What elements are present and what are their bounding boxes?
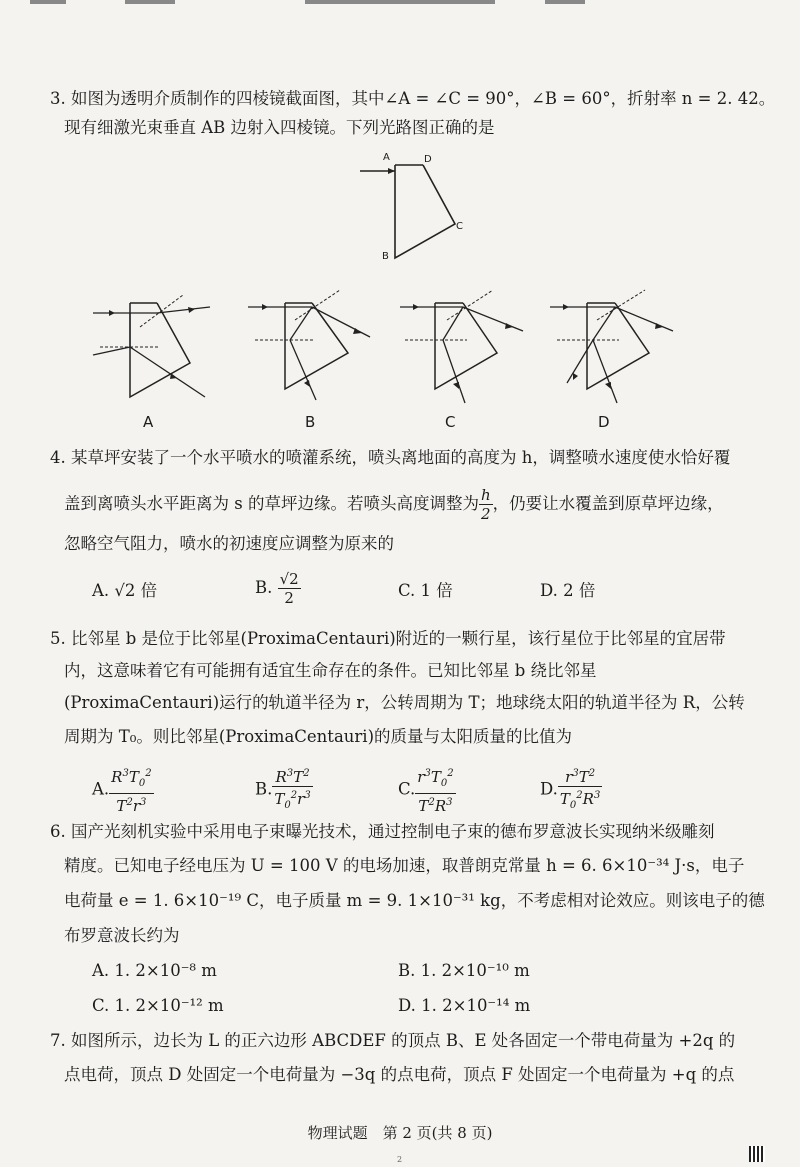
q7-line1: 7. 如图所示，边长为 L 的正六边形 ABCDEF 的顶点 B、E 处各固定一个带电荷量为 +2q 的 xyxy=(50,1031,736,1050)
page-footer: 物理试题 第 2 页(共 8 页) xyxy=(307,1124,493,1142)
option-a-diagram xyxy=(85,285,215,410)
option-b-label: B xyxy=(305,413,316,431)
q4-line2-start: 盖到离喷头水平距离为 s 的草坪边缘。若喷头高度调整为 xyxy=(64,494,479,513)
q4-line1: 4. 某草坪安装了一个水平喷水的喷灌系统，喷头离地面的高度为 h，调整喷水速度使水恰好覆 xyxy=(50,448,731,467)
q4-option-b: B. $\frac{√2}{2}$ xyxy=(255,570,299,607)
q6-line1: 6. 国产光刻机实验中采用电子束曝光技术，通过控制电子束的德布罗意波长实现纳米级雕刻 xyxy=(50,822,715,841)
q4-option-a: A. √2 倍 xyxy=(92,581,158,600)
q5-line1: 5. 比邻星 b 是位于比邻星(ProximaCentauri)附近的一颗行星，该行星位于比邻星的宜居带 xyxy=(50,629,726,648)
q4-line3: 忽略空气阻力，喷水的初速度应调整为原来的 xyxy=(64,534,394,553)
q5-line4: 周期为 T₀。则比邻星(ProximaCentauri)的质量与太阳质量的比值为 xyxy=(64,727,573,746)
prism-vertex-c: C xyxy=(456,221,463,232)
page-number: 2 xyxy=(397,1155,403,1164)
header-remnant xyxy=(30,0,66,4)
q7-line2: 点电荷，顶点 D 处固定一个电荷量为 −3q 的点电荷，顶点 F 处固定一个电荷量为 +q 的点 xyxy=(64,1065,735,1084)
header-remnant xyxy=(125,0,175,4)
q5-option-b: B. $\frac{R^3T^2}{T_0^2r^3}$ xyxy=(255,765,313,815)
q6-option-c: C. 1. 2×10⁻¹² m xyxy=(92,996,224,1015)
option-b-diagram xyxy=(240,285,375,410)
q4-line2 xyxy=(64,486,724,523)
prism-vertex-a: A xyxy=(383,152,390,163)
option-a-label: A xyxy=(143,413,154,431)
q5-option-d: D. $\frac{r^3T^2}{T_0^2R^3}$ xyxy=(540,765,602,815)
q4-height-fraction: $\frac{h}{2}$ xyxy=(480,486,491,523)
option-c-diagram xyxy=(395,285,530,410)
q4-line2-end: ，仍要让水覆盖到原草坪边缘， xyxy=(492,494,724,513)
q5-line3: (ProximaCentauri)运行的轨道半径为 r，公转周期为 T；地球绕太阳的轨道半径为 R，公转 xyxy=(64,693,745,712)
header-remnant xyxy=(545,0,585,4)
q6-line4: 布罗意波长约为 xyxy=(64,926,180,945)
option-d-label: D xyxy=(598,413,610,431)
q3-line1: 3. 如图为透明介质制作的四棱镜截面图，其中∠A = ∠C = 90°，∠B = 60°，折射率 n = 2. 42。 xyxy=(50,89,776,108)
q4-option-c: C. 1 倍 xyxy=(398,581,453,600)
qr-code-icon xyxy=(749,1146,765,1162)
q6-option-a: A. 1. 2×10⁻⁸ m xyxy=(92,961,217,980)
option-c-label: C xyxy=(445,413,456,431)
q4-option-d: D. 2 倍 xyxy=(540,581,596,600)
prism-figure xyxy=(350,150,480,270)
q5-option-a: A. $\frac{R^3T_0^2}{T^2r^3}$ xyxy=(92,765,154,815)
prism-vertex-b: B xyxy=(382,251,389,262)
header-remnant xyxy=(305,0,495,4)
option-d-diagram xyxy=(545,285,680,410)
q5-option-c: C. $\frac{r^3T_0^2}{T^2R^3}$ xyxy=(398,765,456,815)
q6-line2: 精度。已知电子经电压为 U = 100 V 的电场加速，取普朗克常量 h = 6. 6×10⁻³⁴ J·s，电子 xyxy=(64,856,745,875)
q5-line2: 内，这意味着它有可能拥有适宜生命存在的条件。已知比邻星 b 绕比邻星 xyxy=(64,661,597,680)
q6-option-d: D. 1. 2×10⁻¹⁴ m xyxy=(398,996,531,1015)
q6-line3: 电荷量 e = 1. 6×10⁻¹⁹ C，电子质量 m = 9. 1×10⁻³¹ kg，不考虑相对论效应。则该电子的德 xyxy=(64,891,765,910)
q6-option-b: B. 1. 2×10⁻¹⁰ m xyxy=(398,961,530,980)
q3-line2: 现有细激光束垂直 AB 边射入四棱镜。下列光路图正确的是 xyxy=(64,118,495,137)
prism-vertex-d: D xyxy=(424,154,432,165)
